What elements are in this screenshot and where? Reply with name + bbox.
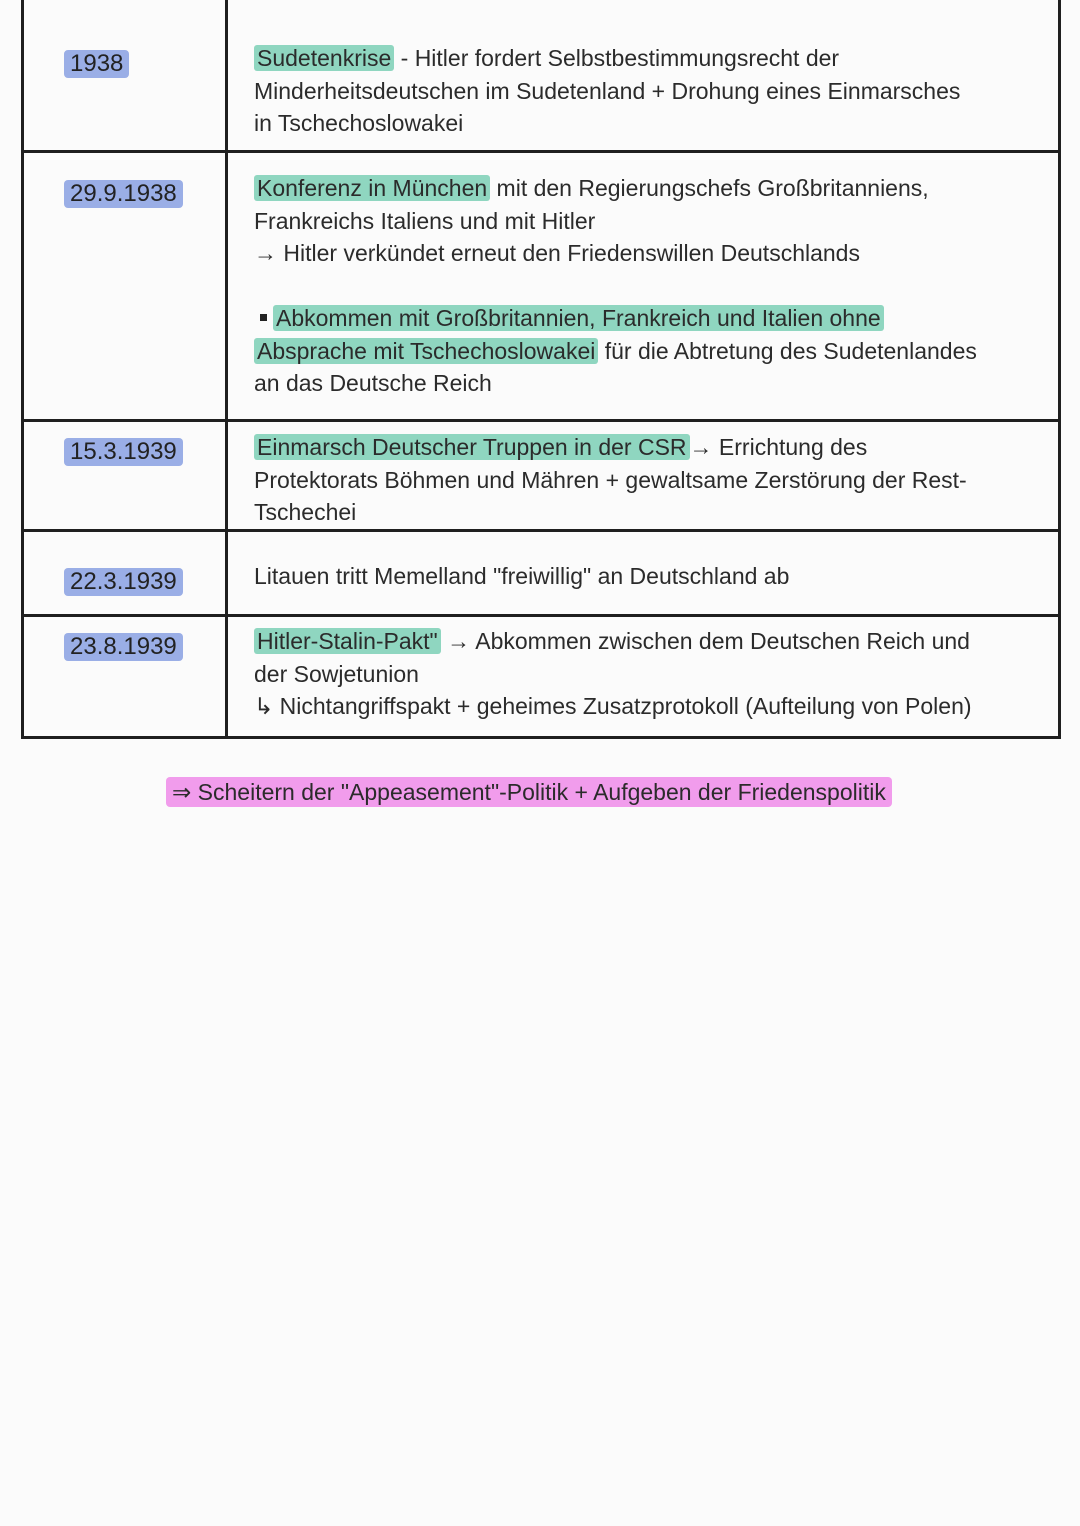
- event-line: Minderheitsdeutschen im Sudetenland + Drohung eines Einmarsches: [254, 77, 961, 104]
- event-line: [254, 625, 1044, 658]
- event-line: an das Deutsche Reich: [254, 370, 492, 396]
- event-line: Tschechei: [254, 499, 357, 525]
- event-line: der Sowjetunion: [254, 660, 419, 687]
- event-line: → Hitler verkündet erneut den Friedenswillen Deutschlands: [254, 240, 860, 266]
- conclusion-note: ⇒ Scheitern der "Appeasement"-Politik + Aufgeben der Friedenspolitik: [166, 777, 892, 807]
- row-divider: [24, 150, 1058, 153]
- event-line: [254, 431, 1044, 464]
- event-line: [254, 335, 1044, 368]
- event-text: [254, 172, 1044, 400]
- event-highlight: Hitler-Stalin-Pakt": [254, 628, 441, 654]
- event-line: Protektorats Böhmen und Mähren + gewaltsame Zerstörung der Rest-: [254, 466, 967, 493]
- event-line: Litauen tritt Memelland "freiwillig" an Deutschland ab: [254, 563, 790, 589]
- timeline-table: [21, 0, 1061, 739]
- event-line: [254, 172, 1044, 205]
- date-badge: 29.9.1938: [64, 180, 183, 208]
- column-divider: [225, 0, 228, 736]
- event-line: in Tschechoslowakei: [254, 110, 464, 136]
- event-line: ↳ Nichtangriffspakt + geheimes Zusatzprotokoll (Aufteilung von Polen): [254, 693, 972, 719]
- event-line-text: mit den Regierungschefs Großbritanniens,: [490, 175, 929, 201]
- event-line-text: → Errichtung des: [689, 434, 868, 460]
- event-line: [254, 42, 1044, 75]
- event-highlight: Abkommen mit Großbritannien, Frankreich und Italien ohne: [273, 305, 884, 331]
- date-badge: 15.3.1939: [64, 438, 183, 466]
- event-highlight: Sudetenkrise: [254, 45, 394, 71]
- event-line-text: - Hitler fordert Selbstbestimmungsrecht der: [394, 45, 840, 71]
- date-badge: 23.8.1939: [64, 633, 183, 661]
- event-line-text: für die Abtretung des Sudetenlandes: [598, 337, 977, 364]
- event-text: [254, 431, 1044, 529]
- row-divider: [24, 529, 1058, 532]
- event-text: [254, 42, 1044, 140]
- event-line-text: → Abkommen zwischen dem Deutschen Reich und: [440, 628, 970, 654]
- date-badge: 22.3.1939: [64, 568, 183, 596]
- row-divider: [24, 419, 1058, 422]
- event-line: Frankreichs Italiens und mit Hitler: [254, 207, 596, 234]
- event-line: [254, 302, 1044, 335]
- event-highlight: Einmarsch Deutscher Truppen in der CSR: [254, 434, 690, 460]
- date-badge: 1938: [64, 50, 129, 78]
- event-text: [254, 625, 1044, 723]
- event-text: [254, 560, 1044, 593]
- row-divider: [24, 614, 1058, 617]
- bullet-icon: [260, 314, 267, 321]
- event-highlight: Absprache mit Tschechoslowakei: [254, 338, 598, 364]
- event-highlight: Konferenz in München: [254, 175, 490, 201]
